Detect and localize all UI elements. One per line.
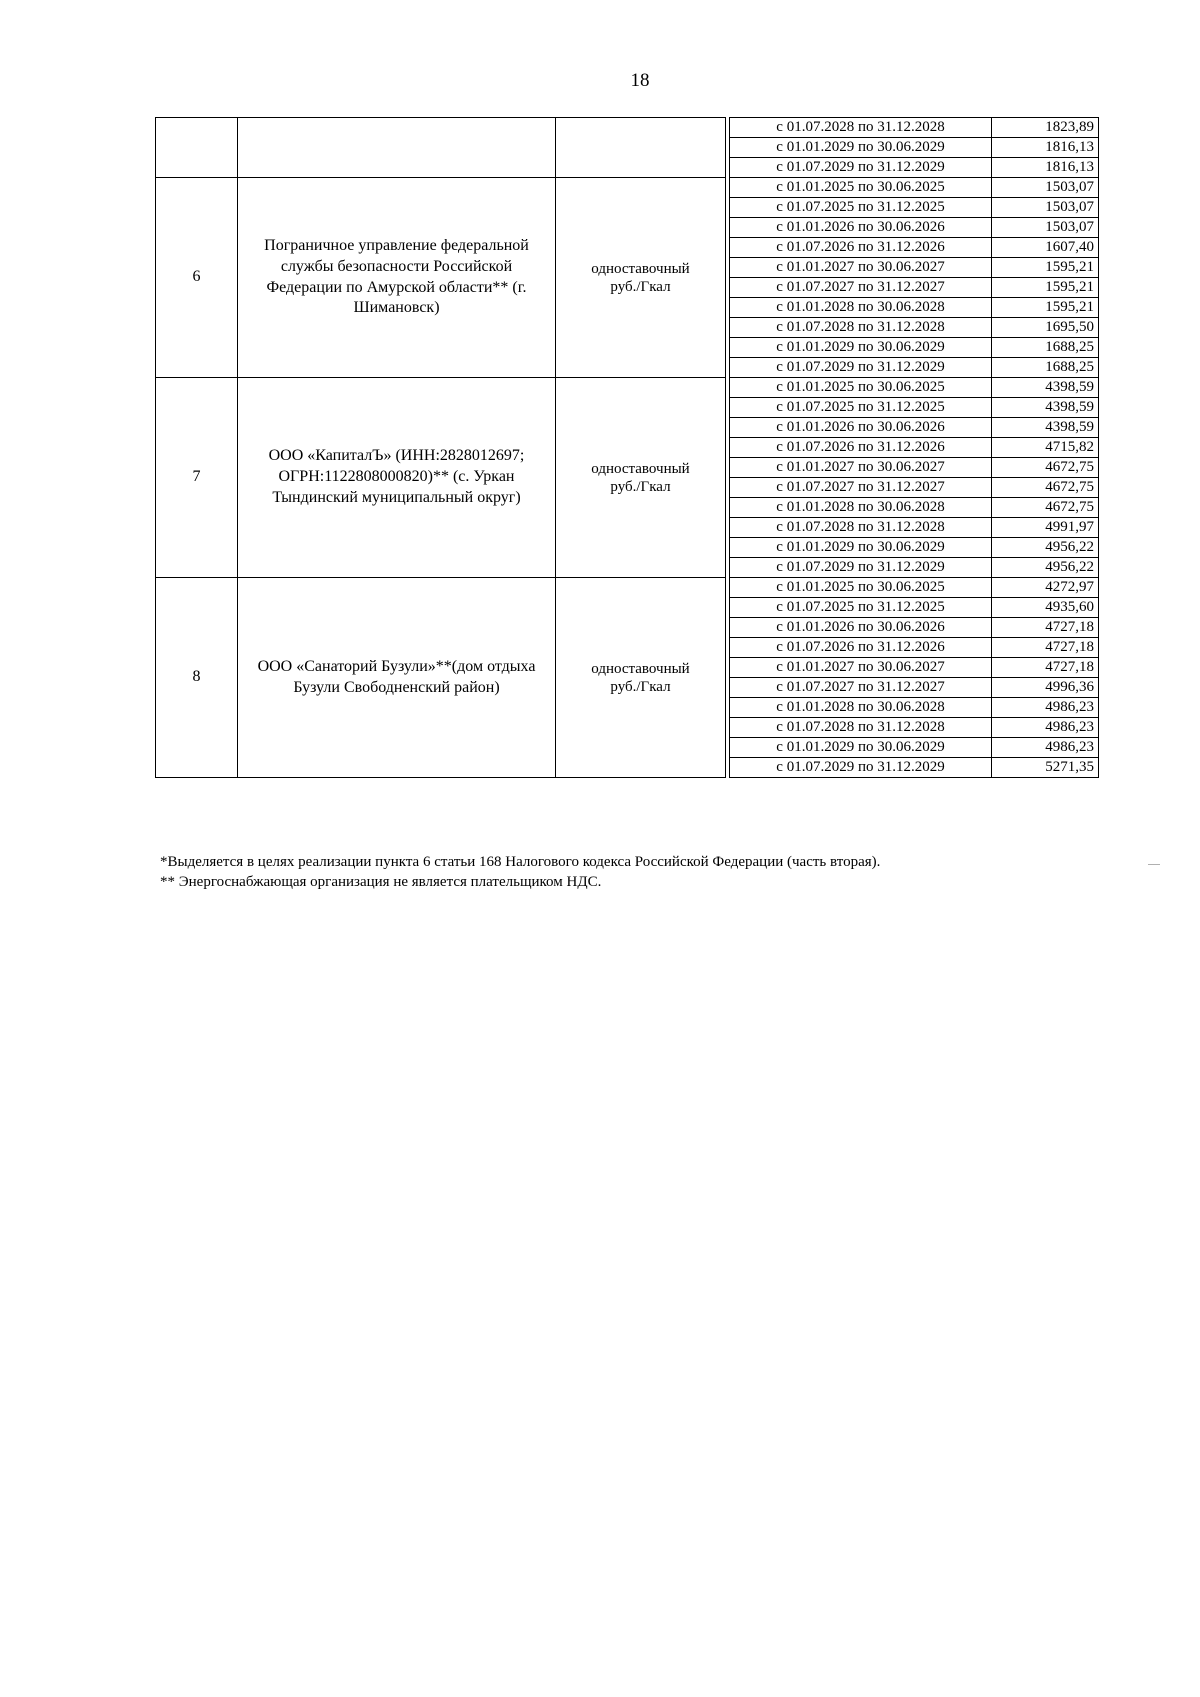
period-cell: с 01.07.2028 по 31.12.2028 (730, 718, 992, 738)
period-cell: с 01.07.2027 по 31.12.2027 (730, 278, 992, 298)
period-cell: с 01.07.2026 по 31.12.2026 (730, 438, 992, 458)
value-cell: 4727,18 (992, 658, 1099, 678)
period-cell: с 01.07.2029 по 31.12.2029 (730, 758, 992, 778)
tariff-type-cell (556, 378, 726, 578)
tariff-table (155, 117, 1099, 778)
page-number: 18 (630, 70, 650, 91)
value-cell: 4956,22 (992, 538, 1099, 558)
period-cell: с 01.01.2025 по 30.06.2025 (730, 178, 992, 198)
value-cell: 1503,07 (992, 198, 1099, 218)
period-cell: с 01.01.2027 по 30.06.2027 (730, 658, 992, 678)
value-cell: 5271,35 (992, 758, 1099, 778)
period-cell: с 01.07.2028 по 31.12.2028 (730, 518, 992, 538)
value-cell: 4986,23 (992, 718, 1099, 738)
period-cell: с 01.01.2029 по 30.06.2029 (730, 338, 992, 358)
period-cell: с 01.07.2025 по 31.12.2025 (730, 198, 992, 218)
value-cell: 1688,25 (992, 358, 1099, 378)
row-number-cell (156, 118, 238, 178)
tariff-unit-label: руб./Гкал (610, 678, 671, 695)
scan-mark (1148, 864, 1160, 865)
value-cell: 4996,36 (992, 678, 1099, 698)
period-cell: с 01.07.2025 по 31.12.2025 (730, 398, 992, 418)
tariff-type-label: одноставочный (591, 260, 690, 277)
period-cell: с 01.01.2026 по 30.06.2026 (730, 418, 992, 438)
table-row (156, 118, 1099, 138)
period-cell: с 01.07.2028 по 31.12.2028 (730, 118, 992, 138)
period-cell: с 01.07.2027 по 31.12.2027 (730, 678, 992, 698)
organization-cell: Пограничное управление федеральной службы безопасности Российской Федерации по Амурской области** (г. Шимановск) (238, 178, 556, 378)
tariff-unit-label: руб./Гкал (610, 478, 671, 495)
row-number-cell: 7 (156, 378, 238, 578)
table-row (156, 178, 1099, 198)
value-cell: 1816,13 (992, 158, 1099, 178)
period-cell: с 01.01.2029 по 30.06.2029 (730, 538, 992, 558)
value-cell: 1695,50 (992, 318, 1099, 338)
value-cell: 1503,07 (992, 218, 1099, 238)
footnote-not-vat-payer: ** Энергоснабжающая организация не является плательщиком НДС. (160, 874, 602, 891)
period-cell: с 01.01.2025 по 30.06.2025 (730, 578, 992, 598)
table-row (156, 378, 1099, 398)
value-cell: 1503,07 (992, 178, 1099, 198)
value-cell: 4986,23 (992, 738, 1099, 758)
organization-cell (238, 118, 556, 178)
value-cell: 4991,97 (992, 518, 1099, 538)
period-cell: с 01.01.2027 по 30.06.2027 (730, 458, 992, 478)
value-cell: 1607,40 (992, 238, 1099, 258)
value-cell: 4715,82 (992, 438, 1099, 458)
value-cell: 4727,18 (992, 618, 1099, 638)
tariff-type-cell (556, 118, 726, 178)
period-cell: с 01.01.2028 по 30.06.2028 (730, 698, 992, 718)
value-cell: 1816,13 (992, 138, 1099, 158)
tariff-type-label: одноставочный (591, 660, 690, 677)
organization-cell: ООО «КапиталЪ» (ИНН:2828012697; ОГРН:1122808000820)** (с. Уркан Тындинский муниципальный округ) (238, 378, 556, 578)
value-cell: 4986,23 (992, 698, 1099, 718)
period-cell: с 01.01.2027 по 30.06.2027 (730, 258, 992, 278)
tariff-type-label: одноставочный (591, 460, 690, 477)
value-cell: 1595,21 (992, 298, 1099, 318)
period-cell: с 01.07.2026 по 31.12.2026 (730, 238, 992, 258)
value-cell: 1595,21 (992, 258, 1099, 278)
value-cell: 4672,75 (992, 458, 1099, 478)
row-number-cell: 8 (156, 578, 238, 778)
period-cell: с 01.07.2025 по 31.12.2025 (730, 598, 992, 618)
value-cell: 4398,59 (992, 398, 1099, 418)
tariff-type-cell (556, 178, 726, 378)
period-cell: с 01.07.2027 по 31.12.2027 (730, 478, 992, 498)
value-cell: 4956,22 (992, 558, 1099, 578)
period-cell: с 01.01.2026 по 30.06.2026 (730, 218, 992, 238)
period-cell: с 01.01.2028 по 30.06.2028 (730, 298, 992, 318)
period-cell: с 01.01.2026 по 30.06.2026 (730, 618, 992, 638)
value-cell: 1823,89 (992, 118, 1099, 138)
period-cell: с 01.07.2029 по 31.12.2029 (730, 358, 992, 378)
value-cell: 1595,21 (992, 278, 1099, 298)
period-cell: с 01.01.2028 по 30.06.2028 (730, 498, 992, 518)
period-cell: с 01.07.2026 по 31.12.2026 (730, 638, 992, 658)
period-cell: с 01.07.2029 по 31.12.2029 (730, 158, 992, 178)
footnotes (160, 852, 880, 893)
table-row (156, 578, 1099, 598)
value-cell: 4672,75 (992, 478, 1099, 498)
value-cell: 1688,25 (992, 338, 1099, 358)
value-cell: 4398,59 (992, 378, 1099, 398)
period-cell: с 01.07.2028 по 31.12.2028 (730, 318, 992, 338)
value-cell: 4672,75 (992, 498, 1099, 518)
tariff-table-body (156, 118, 1099, 778)
value-cell: 4272,97 (992, 578, 1099, 598)
organization-cell: ООО «Санаторий Бузули»**(дом отдыха Бузули Свободненский район) (238, 578, 556, 778)
period-cell: с 01.07.2029 по 31.12.2029 (730, 558, 992, 578)
tariff-type-cell (556, 578, 726, 778)
period-cell: с 01.01.2029 по 30.06.2029 (730, 738, 992, 758)
footnote-vat: *Выделяется в целях реализации пункта 6 статьи 168 Налогового кодекса Российской Федерации (часть вторая). (160, 854, 881, 870)
row-number-cell: 6 (156, 178, 238, 378)
value-cell: 4727,18 (992, 638, 1099, 658)
tariff-unit-label: руб./Гкал (610, 278, 671, 295)
value-cell: 4398,59 (992, 418, 1099, 438)
period-cell: с 01.01.2025 по 30.06.2025 (730, 378, 992, 398)
period-cell: с 01.01.2029 по 30.06.2029 (730, 138, 992, 158)
value-cell: 4935,60 (992, 598, 1099, 618)
